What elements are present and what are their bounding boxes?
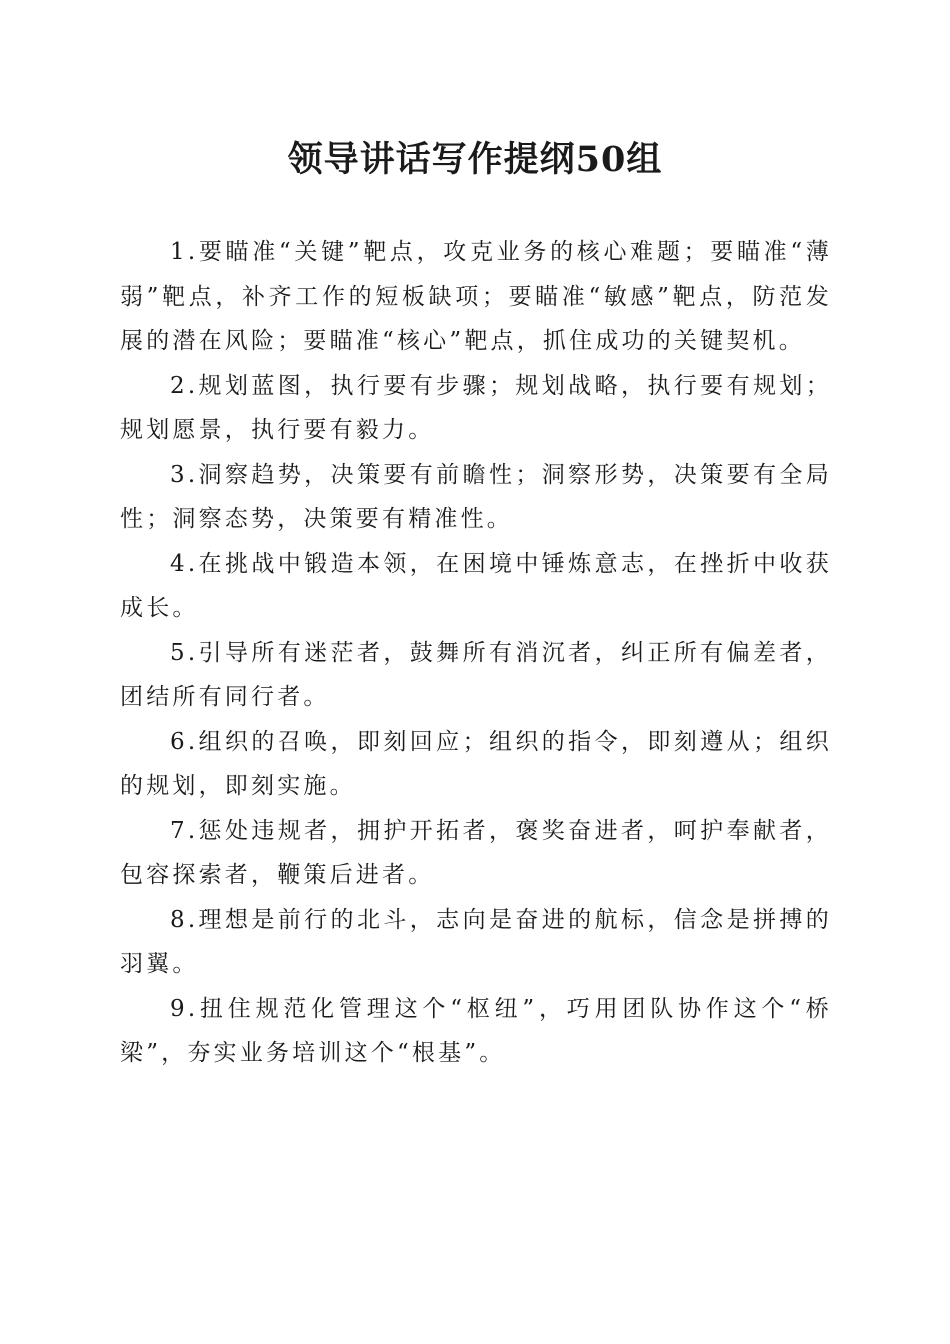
document-body	[120, 230, 832, 1076]
paragraph-9: 9.扭住规范化管理这个“枢纽”，巧用团队协作这个“桥梁”，夯实业务培训这个“根基”。	[120, 995, 832, 1066]
paragraph-3: 3.洞察趋势，决策要有前瞻性；洞察形势，决策要有全局性；洞察态势，决策要有精准性。	[120, 461, 832, 532]
paragraph-1: 1.要瞄准“关键”靶点，攻克业务的核心难题；要瞄准“薄弱”靶点，补齐工作的短板缺项；要瞄准“敏感”靶点，防范发展的潜在风险；要瞄准“核心”靶点，抓住成功的关键契机。	[120, 239, 832, 354]
paragraph-8: 8.理想是前行的北斗，志向是奋进的航标，信念是拼搏的羽翼。	[120, 906, 832, 977]
paragraph-5: 5.引导所有迷茫者，鼓舞所有消沉者，纠正所有偏差者，团结所有同行者。	[120, 639, 832, 710]
paragraph-2: 2.规划蓝图，执行要有步骤；规划战略，执行要有规划；规划愿景，执行要有毅力。	[120, 372, 832, 443]
paragraph-4: 4.在挑战中锻造本领，在困境中锤炼意志，在挫折中收获成长。	[120, 550, 832, 621]
paragraph-6: 6.组织的召唤，即刻回应；组织的指令，即刻遵从；组织的规划，即刻实施。	[120, 728, 832, 799]
document-title: 领导讲话写作提纲50组	[287, 139, 663, 180]
paragraph-7: 7.惩处违规者，拥护开拓者，褒奖奋进者，呵护奉献者，包容探索者，鞭策后进者。	[120, 817, 832, 888]
